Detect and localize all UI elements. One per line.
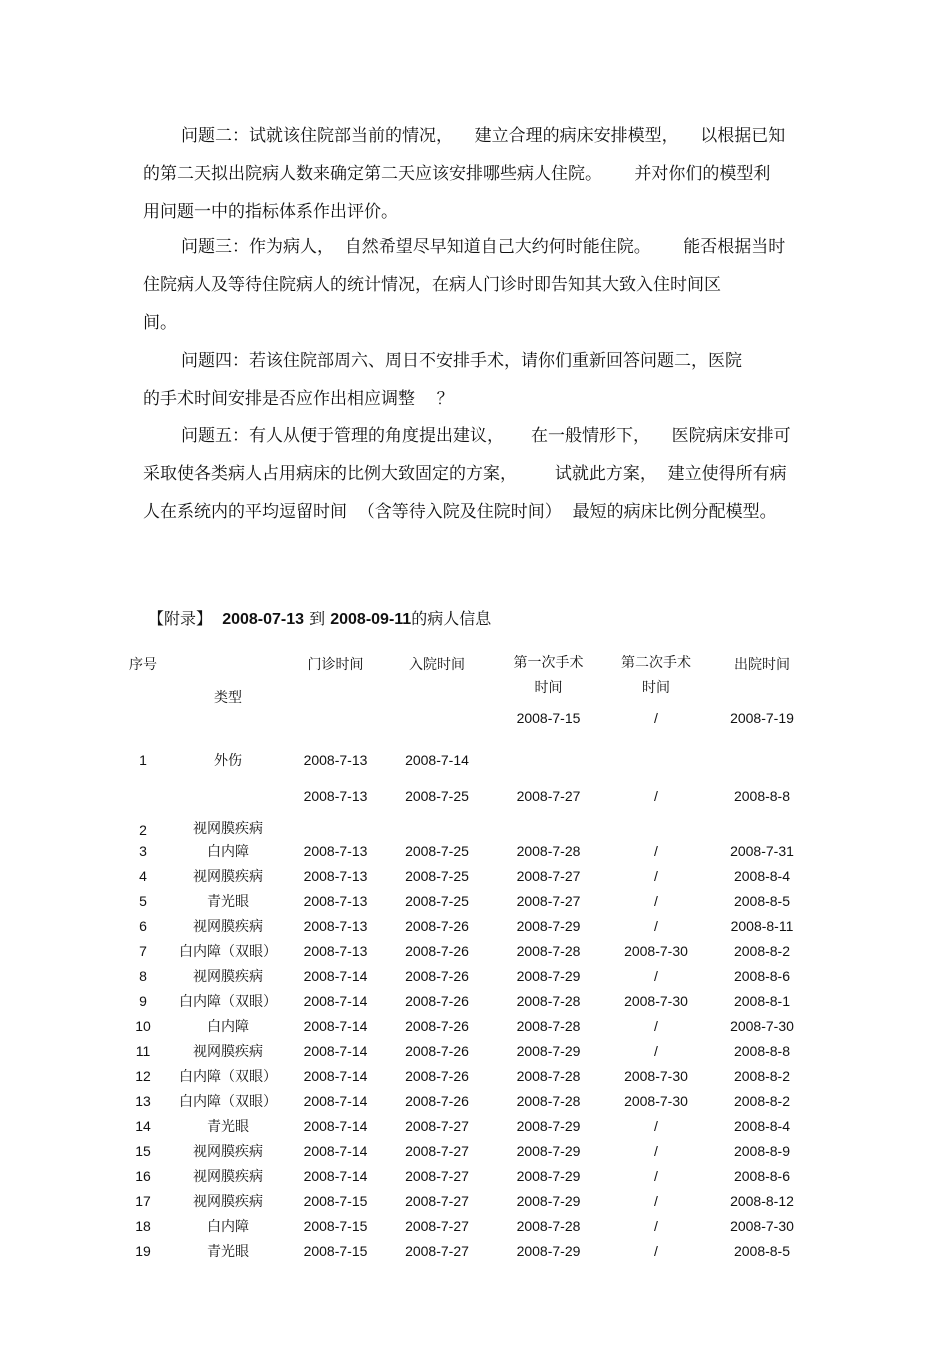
cell-clinic: 2008-7-15 [303, 1242, 368, 1259]
paragraph-line: 的第二天拟出院病人数来确定第二天应该安排哪些病人住院。 并对你们的模型利 [143, 164, 771, 184]
table-row [118, 710, 818, 788]
cell-s1: 2008-7-27 [516, 867, 581, 884]
cell-dis: 2008-8-8 [733, 788, 791, 804]
cell-s1: 2008-7-28 [516, 942, 581, 959]
cell-s1: 2008-7-29 [516, 1192, 581, 1209]
paragraph-line: 采取使各类病人占用病床的比例大致固定的方案， 试就此方案， 建立使得所有病 [143, 464, 787, 484]
cell-admit: 2008-7-27 [405, 1242, 469, 1259]
cell-admit: 2008-7-27 [405, 1217, 469, 1234]
table-row [118, 963, 818, 988]
table-header-row [118, 640, 818, 710]
cell-seq: 11 [135, 1042, 151, 1059]
cell-admit: 2008-7-26 [405, 992, 469, 1009]
paragraph-line: 住院病人及等待住院病人的统计情况，在病人门诊时即告知其大致入住时间区 [143, 275, 721, 295]
cell-type: 白内障（双眼） [179, 1092, 277, 1109]
cell-dis: 2008-8-11 [730, 917, 794, 934]
question-three-paragraph [143, 228, 803, 342]
table-row [118, 1138, 818, 1163]
cell-admit: 2008-7-27 [405, 1167, 469, 1184]
table-row [118, 988, 818, 1013]
cell-clinic: 2008-7-15 [303, 1217, 368, 1234]
cell-type: 视网膜疾病 [193, 967, 263, 984]
question-five-paragraph [143, 417, 803, 531]
cell-type: 视网膜疾病 [193, 867, 263, 884]
cell-dis: 2008-7-19 [730, 710, 794, 726]
cell-type: 视网膜疾病 [193, 820, 263, 836]
cell-type: 白内障（双眼） [179, 992, 277, 1009]
cell-clinic: 2008-7-14 [303, 992, 368, 1009]
cell-clinic: 2008-7-13 [303, 752, 368, 768]
cell-seq: 7 [139, 942, 147, 959]
table-row [118, 938, 818, 963]
header-type: 类型 [214, 689, 242, 705]
cell-dis: 2008-8-2 [733, 942, 791, 959]
header-clinic-time: 门诊时间 [307, 656, 364, 672]
cell-admit: 2008-7-26 [405, 917, 469, 934]
table-row [118, 1113, 818, 1138]
cell-seq: 3 [139, 842, 147, 859]
cell-type: 白内障 [207, 1017, 249, 1034]
paragraph-line: 间。 [143, 313, 177, 333]
cell-admit: 2008-7-26 [405, 942, 469, 959]
cell-clinic: 2008-7-14 [303, 1042, 368, 1059]
cell-s1: 2008-7-27 [516, 788, 581, 804]
header-first-surgery-line1: 第一次手术 [513, 654, 584, 670]
cell-admit: 2008-7-25 [405, 892, 469, 909]
cell-admit: 2008-7-25 [405, 788, 469, 804]
cell-clinic: 2008-7-14 [303, 1092, 368, 1109]
cell-s1: 2008-7-28 [516, 1217, 581, 1234]
cell-s2: 2008-7-30 [624, 1092, 688, 1109]
cell-dis: 2008-8-4 [733, 1117, 791, 1134]
cell-s1: 2008-7-29 [516, 1242, 581, 1259]
cell-admit: 2008-7-25 [405, 867, 469, 884]
paragraph-line: 人在系统内的平均逗留时间 （含等待入院及住院时间） 最短的病床比例分配模型。 [143, 502, 777, 522]
cell-admit: 2008-7-27 [405, 1142, 469, 1159]
cell-admit: 2008-7-25 [405, 842, 469, 859]
header-second-surgery-line2: 时间 [642, 679, 670, 695]
cell-s2: / [654, 892, 658, 909]
cell-s1: 2008-7-29 [516, 917, 581, 934]
cell-clinic: 2008-7-14 [303, 1067, 368, 1084]
cell-type: 青光眼 [207, 1242, 249, 1259]
cell-seq: 12 [135, 1067, 151, 1084]
cell-type: 视网膜疾病 [193, 1042, 263, 1059]
cell-clinic: 2008-7-13 [303, 892, 368, 909]
cell-clinic: 2008-7-13 [303, 867, 368, 884]
cell-dis: 2008-8-6 [733, 967, 791, 984]
cell-clinic: 2008-7-13 [303, 917, 368, 934]
cell-s1: 2008-7-28 [516, 992, 581, 1009]
cell-seq: 9 [139, 992, 147, 1009]
appendix-start-date: 2008-07-13 [222, 611, 305, 628]
cell-type: 青光眼 [207, 1117, 249, 1134]
cell-dis: 2008-8-1 [733, 992, 791, 1009]
cell-admit: 2008-7-26 [405, 967, 469, 984]
cell-dis: 2008-8-6 [733, 1167, 791, 1184]
table-row [118, 1088, 818, 1113]
cell-type: 视网膜疾病 [193, 917, 263, 934]
cell-type: 白内障 [207, 1217, 249, 1234]
cell-admit: 2008-7-27 [405, 1192, 469, 1209]
cell-seq: 6 [139, 917, 147, 934]
header-seq: 序号 [129, 656, 157, 672]
cell-s2: / [654, 967, 658, 984]
cell-seq: 14 [135, 1117, 151, 1134]
cell-type: 外伤 [214, 752, 242, 768]
cell-dis: 2008-8-4 [733, 867, 791, 884]
cell-admit: 2008-7-26 [405, 1017, 469, 1034]
cell-clinic: 2008-7-14 [303, 1167, 368, 1184]
cell-dis: 2008-7-30 [730, 1017, 794, 1034]
cell-s2: / [654, 1217, 658, 1234]
cell-type: 视网膜疾病 [193, 1192, 263, 1209]
header-first-surgery-line2: 时间 [534, 679, 563, 695]
table-row [118, 1163, 818, 1188]
cell-s2: / [654, 1042, 658, 1059]
cell-s2: / [654, 788, 658, 804]
appendix-title [148, 606, 491, 629]
table-row [118, 863, 818, 888]
cell-type: 青光眼 [207, 892, 249, 909]
cell-s1: 2008-7-15 [516, 710, 581, 726]
cell-seq: 4 [139, 867, 147, 884]
cell-dis: 2008-8-12 [730, 1192, 794, 1209]
cell-admit: 2008-7-14 [405, 752, 469, 768]
cell-s2: / [654, 1192, 658, 1209]
cell-s1: 2008-7-29 [516, 1142, 581, 1159]
table-row [118, 838, 818, 863]
cell-clinic: 2008-7-13 [303, 942, 368, 959]
cell-type: 白内障（双眼） [179, 1067, 277, 1084]
table-row [118, 788, 818, 838]
cell-dis: 2008-8-2 [733, 1092, 791, 1109]
appendix-end-date: 2008-09-11 [330, 611, 412, 628]
paragraph-line: 问题三：作为病人， 自然希望尽早知道自己大约何时能住院。 能否根据当时 [181, 237, 786, 257]
table-row [118, 1238, 818, 1263]
cell-s1: 2008-7-29 [516, 967, 581, 984]
header-admit-time: 入院时间 [409, 656, 465, 672]
cell-type: 白内障 [207, 842, 249, 859]
cell-s2: / [654, 867, 658, 884]
cell-s1: 2008-7-29 [516, 1042, 581, 1059]
header-discharge-time: 出院时间 [734, 656, 790, 672]
patient-info-table [118, 640, 818, 1263]
cell-seq: 13 [135, 1092, 151, 1109]
cell-dis: 2008-8-5 [733, 892, 791, 909]
cell-type: 视网膜疾病 [193, 1167, 263, 1184]
cell-s1: 2008-7-28 [516, 1092, 581, 1109]
cell-admit: 2008-7-26 [405, 1042, 469, 1059]
table-row [118, 888, 818, 913]
cell-dis: 2008-7-31 [730, 842, 794, 859]
appendix-suffix: 的病人信息 [411, 609, 492, 628]
cell-seq: 8 [139, 967, 147, 984]
header-second-surgery-line1: 第二次手术 [621, 654, 691, 670]
paragraph-line: 问题二：试就该住院部当前的情况， 建立合理的病床安排模型， 以根据已知 [181, 126, 786, 146]
cell-s2: 2008-7-30 [624, 1067, 688, 1084]
cell-s1: 2008-7-28 [516, 1067, 581, 1084]
cell-dis: 2008-8-2 [733, 1067, 791, 1084]
cell-seq: 16 [135, 1167, 151, 1184]
cell-dis: 2008-7-30 [730, 1217, 794, 1234]
question-four-paragraph [143, 342, 803, 418]
table-row [118, 1063, 818, 1088]
header-second-surgery [606, 640, 706, 710]
paragraph-line: 问题四：若该住院部周六、周日不安排手术，请你们重新回答问题二，医院 [181, 351, 742, 371]
cell-seq: 5 [139, 892, 147, 909]
cell-seq: 1 [139, 752, 147, 768]
cell-s1: 2008-7-28 [516, 1017, 581, 1034]
cell-s1: 2008-7-29 [516, 1117, 581, 1134]
cell-s1: 2008-7-29 [516, 1167, 581, 1184]
cell-dis: 2008-8-8 [733, 1042, 791, 1059]
cell-seq: 2 [139, 822, 147, 838]
cell-s2: / [654, 917, 658, 934]
paragraph-line: 的手术时间安排是否应作出相应调整 ？ [143, 389, 454, 409]
appendix-label: 【附录】 [148, 609, 213, 628]
cell-s2: / [654, 1017, 658, 1034]
header-first-surgery [491, 640, 606, 710]
cell-s2: / [654, 1242, 658, 1259]
cell-admit: 2008-7-26 [405, 1067, 469, 1084]
cell-clinic: 2008-7-14 [303, 1142, 368, 1159]
table-row [118, 1038, 818, 1063]
cell-s2: / [654, 710, 658, 726]
cell-type: 白内障（双眼） [179, 942, 277, 959]
table-body [118, 710, 818, 1263]
paragraph-line: 用问题一中的指标体系作出评价。 [143, 202, 398, 222]
cell-type: 视网膜疾病 [193, 1142, 263, 1159]
cell-seq: 15 [135, 1142, 151, 1159]
cell-s1: 2008-7-27 [516, 892, 581, 909]
cell-seq: 19 [135, 1242, 151, 1259]
cell-seq: 10 [135, 1017, 151, 1034]
cell-admit: 2008-7-26 [405, 1092, 469, 1109]
cell-clinic: 2008-7-14 [303, 1117, 368, 1134]
cell-clinic: 2008-7-15 [303, 1192, 368, 1209]
paragraph-line: 问题五：有人从便于管理的角度提出建议， 在一般情形下， 医院病床安排可 [181, 426, 791, 446]
cell-clinic: 2008-7-13 [303, 842, 368, 859]
table-row [118, 1013, 818, 1038]
cell-s2: / [654, 1142, 658, 1159]
cell-s1: 2008-7-28 [516, 842, 581, 859]
table-row [118, 913, 818, 938]
cell-s2: 2008-7-30 [624, 992, 688, 1009]
table-row [118, 1213, 818, 1238]
cell-seq: 18 [135, 1217, 151, 1234]
cell-admit: 2008-7-27 [405, 1117, 469, 1134]
cell-dis: 2008-8-9 [733, 1142, 791, 1159]
cell-clinic: 2008-7-13 [303, 788, 368, 804]
cell-s2: / [654, 1117, 658, 1134]
cell-s2: / [654, 1167, 658, 1184]
cell-s2: / [654, 842, 658, 859]
cell-dis: 2008-8-5 [733, 1242, 791, 1259]
question-two-paragraph [143, 117, 803, 231]
appendix-to-word: 到 [309, 609, 326, 628]
cell-s2: 2008-7-30 [624, 942, 688, 959]
cell-clinic: 2008-7-14 [303, 967, 368, 984]
table-row [118, 1188, 818, 1213]
cell-seq: 17 [135, 1192, 151, 1209]
cell-clinic: 2008-7-14 [303, 1017, 368, 1034]
